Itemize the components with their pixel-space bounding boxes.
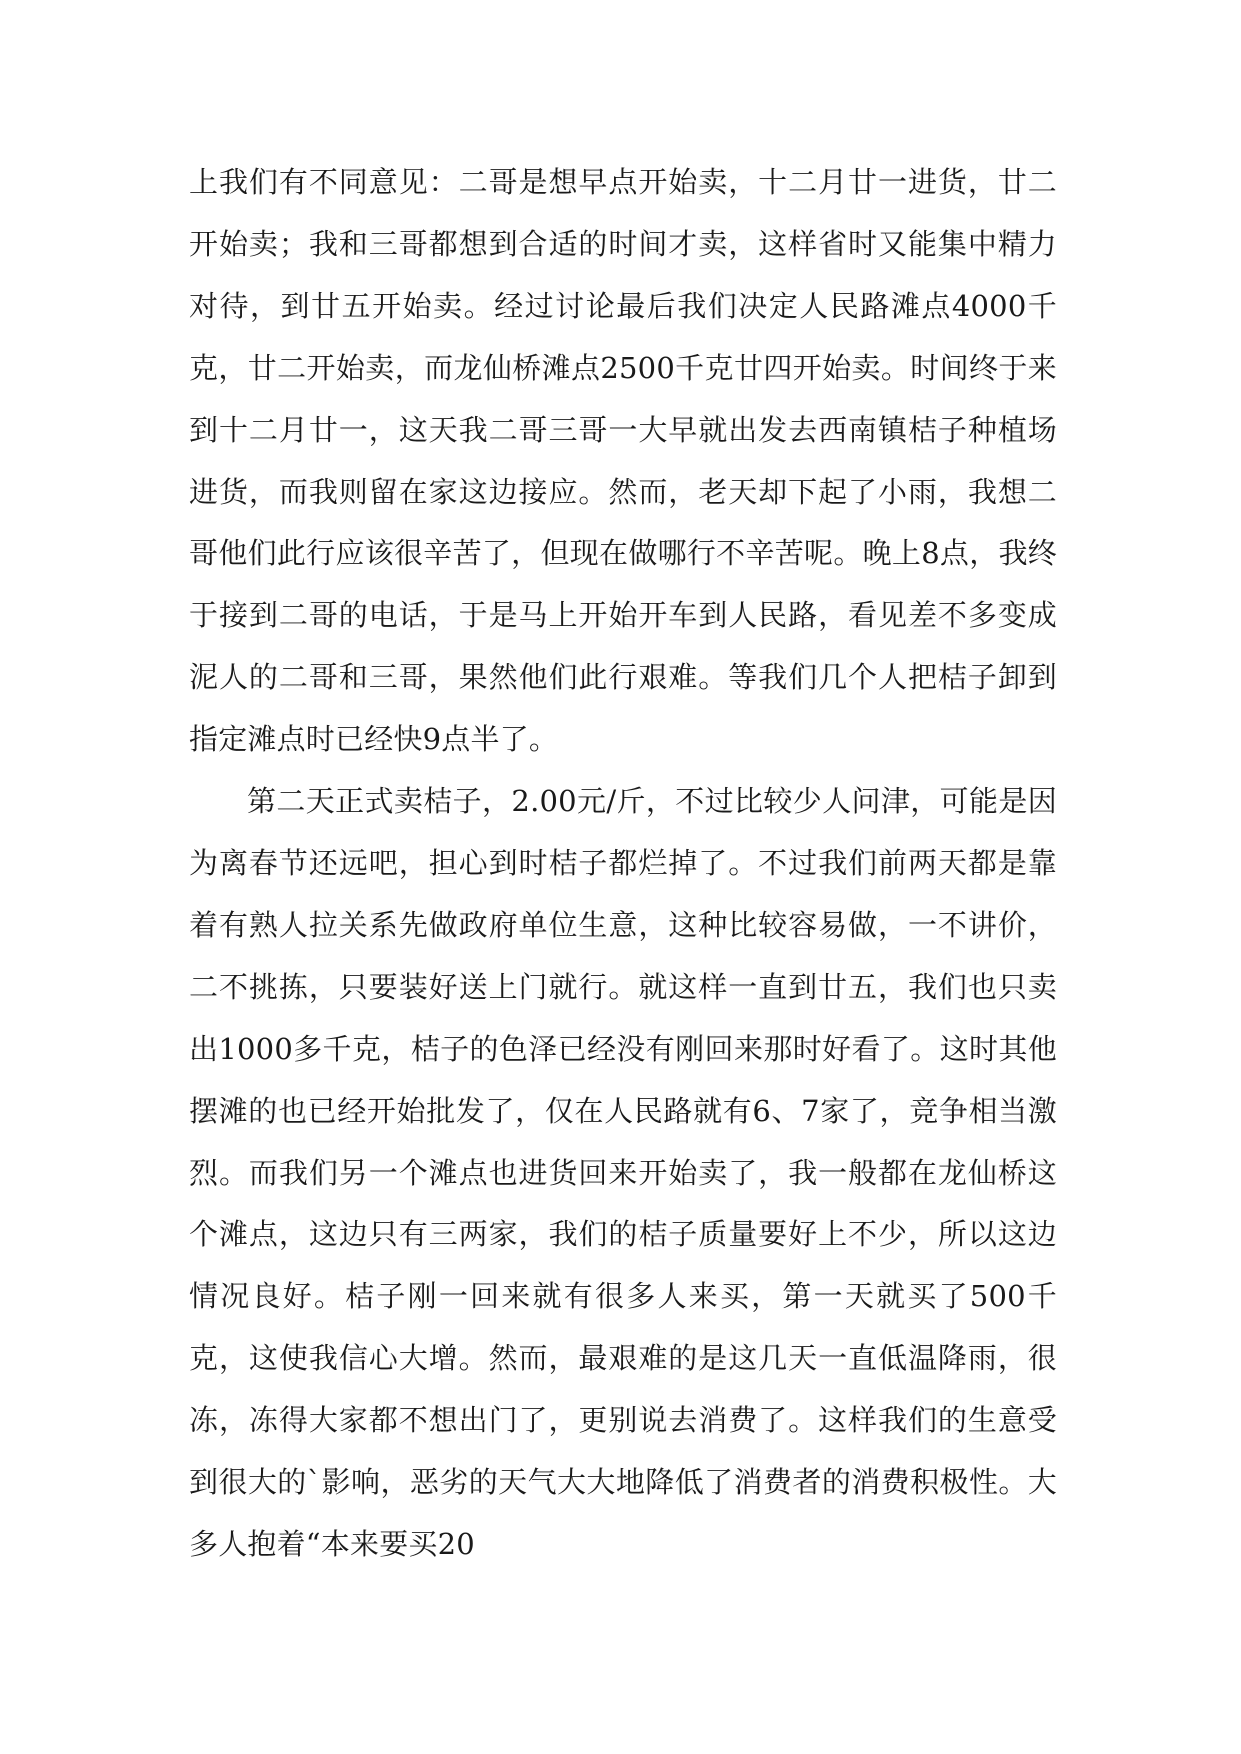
paragraph-1: 上我们有不同意见：二哥是想早点开始卖，十二月廿一进货，廿二开始卖；我和三哥都想到合适的时间才卖，这样省时又能集中精力对待，到廿五开始卖。经过讨论最后我们决定人民路滩点4000千克，廿二开始卖，而龙仙桥滩点2500千克廿四开始卖。时间终于来到十二月廿一，这天我二哥三哥一大早就出发去西南镇桔子种植场进货，而我则留在家这边接应。然而，老天却下起了小雨，我想二哥他们此行应该很辛苦了，但现在做哪行不辛苦呢。晚上8点，我终于接到二哥的电话，于是马上开始开车到人民路，看见差不多变成泥人的二哥和三哥，果然他们此行艰难。等我们几个人把桔子卸到指定滩点时已经快9点半了。 (189, 165, 1057, 757)
paragraph-2: 第二天正式卖桔子，2.00元/斤，不过比较少人问津，可能是因为离春节还远吧，担心到时桔子都烂掉了。不过我们前两天都是靠着有熟人拉关系先做政府单位生意，这种比较容易做，一不讲价，二不挑拣，只要装好送上门就行。就这样一直到廿五，我们也只卖出1000多千克，桔子的色泽已经没有刚回来那时好看了。这时其他摆滩的也已经开始批发了，仅在人民路就有6、7家了，竞争相当激烈。而我们另一个滩点也进货回来开始卖了，我一般都在龙仙桥这个滩点，这边只有三两家，我们的桔子质量要好上不少，所以这边情况良好。桔子刚一回来就有很多人来买，第一天就买了500千克，这使我信心大增。然而，最艰难的是这几天一直低温降雨，很冻，冻得大家都不想出门了，更别说去消费了。这样我们的生意受到很大的`影响，恶劣的天气大大地降低了消费者的消费积极性。大多人抱着“本来要买20 (189, 784, 1057, 1561)
document-body (189, 152, 1057, 1576)
